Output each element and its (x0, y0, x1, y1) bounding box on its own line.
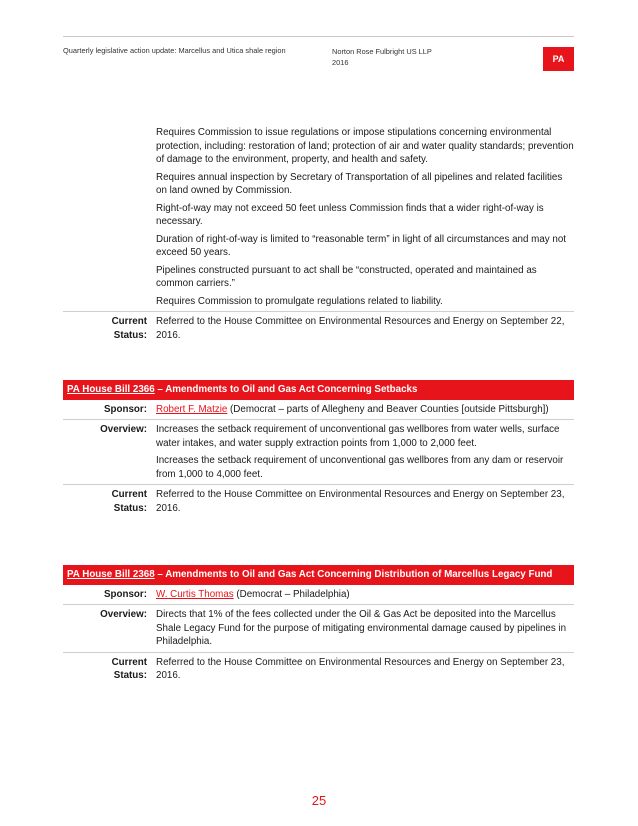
status-label (63, 312, 153, 345)
status-label (63, 653, 153, 686)
continued-overview-row (63, 124, 574, 312)
bill-section-2368 (63, 565, 574, 686)
page-number: 25 (311, 793, 327, 808)
overview-label: Overview: (100, 424, 147, 435)
bill-section-2366 (63, 380, 574, 518)
status-row (63, 485, 574, 518)
status-label-line2: Status: (113, 329, 147, 341)
header-year: 2016 (332, 58, 349, 67)
status-label (63, 485, 153, 518)
status-row (63, 653, 574, 686)
overview-row (63, 420, 574, 485)
status-label-line2: Status: (113, 670, 147, 681)
bill-link[interactable]: PA House Bill 2368 (67, 569, 155, 580)
status-label-line2: Status: (113, 502, 147, 514)
sponsor-label: Sponsor: (104, 403, 147, 415)
continued-overview-text (153, 124, 574, 311)
overview-paragraph: Increases the setback requirement of unconventional gas wellbores from water wells, surface water intakes, and water supply extraction points from 1,000 to 2,000 feet. (156, 424, 560, 449)
continued-status-row (63, 312, 574, 345)
overview-paragraph: Requires Commission to issue regulations or impose stipulations concerning environmental protection, including: restoration of land; protection of air and water quality standards; prevention of damage to the environment, property, and health and safety. (156, 127, 574, 165)
bill-title: – Amendments to Oil and Gas Act Concerning Distribution of Marcellus Legacy Fund (154, 569, 553, 580)
overview-text (153, 420, 574, 484)
overview-paragraph: Duration of right-of-way is limited to “reasonable term” in light of all circumstances and may not exceed 50 years. (156, 233, 567, 258)
status-label-line1: Current (111, 656, 147, 668)
overview-row (63, 605, 574, 653)
overview-text (153, 605, 574, 652)
header-firm (332, 46, 432, 68)
status-text: Referred to the House Committee on Environmental Resources and Energy on September 22, 2016. (156, 316, 565, 341)
sponsor-link[interactable]: W. Curtis Thomas (156, 588, 234, 600)
bill-title-bar (63, 380, 574, 400)
sponsor-text (153, 585, 574, 605)
bill-title-bar (63, 565, 574, 585)
overview-paragraph: Pipelines constructed pursuant to act shall be “constructed, operated and maintained as common carriers.” (156, 264, 537, 289)
overview-paragraph: Requires annual inspection by Secretary of Transportation of all pipelines and related facilities on land owned by Commission. (156, 171, 563, 196)
status-label-line1: Current (111, 489, 147, 500)
header-rule (63, 36, 574, 37)
sponsor-row (63, 585, 574, 606)
overview-paragraph: Directs that 1% of the fees collected under the Oil & Gas Act be deposited into the Marcellus Shale Legacy Fund for the purpose of mitigating environmental damage caused by pipelines in Philadelphia. (156, 609, 567, 647)
header-document-title: Quarterly legislative action update: Marcellus and Utica shale region (63, 46, 286, 55)
overview-paragraph: Increases the setback requirement of unconventional gas wellbores from any dam or reservoir from 1,000 to 4,000 feet. (156, 455, 564, 480)
sponsor-link[interactable]: Robert F. Matzie (156, 403, 228, 415)
continued-section (63, 124, 574, 345)
sponsor-detail: (Democrat – parts of Allegheny and Beaver Counties [outside Pittsburgh]) (227, 403, 549, 415)
status-text: Referred to the House Committee on Environmental Resources and Energy on September 23, 2016. (156, 489, 565, 514)
header-firm-name: Norton Rose Fulbright US LLP (332, 47, 432, 56)
status-text: Referred to the House Committee on Environmental Resources and Energy on September 23, 2016. (156, 656, 565, 681)
sponsor-row (63, 400, 574, 421)
bill-title: – Amendments to Oil and Gas Act Concerning Setbacks (154, 384, 418, 395)
overview-label: Overview: (100, 609, 147, 620)
continued-overview-label (63, 124, 153, 311)
sponsor-label: Sponsor: (104, 588, 147, 600)
sponsor-text (153, 400, 574, 420)
overview-paragraph: Requires Commission to promulgate regulations related to liability. (156, 295, 443, 307)
status-label-line1: Current (111, 316, 147, 327)
sponsor-detail: (Democrat – Philadelphia) (233, 588, 350, 600)
bill-link[interactable]: PA House Bill 2366 (67, 384, 155, 395)
state-tab: PA (543, 47, 574, 71)
overview-paragraph: Right-of-way may not exceed 50 feet unless Commission finds that a wider right-of-way is necessary. (156, 202, 544, 227)
